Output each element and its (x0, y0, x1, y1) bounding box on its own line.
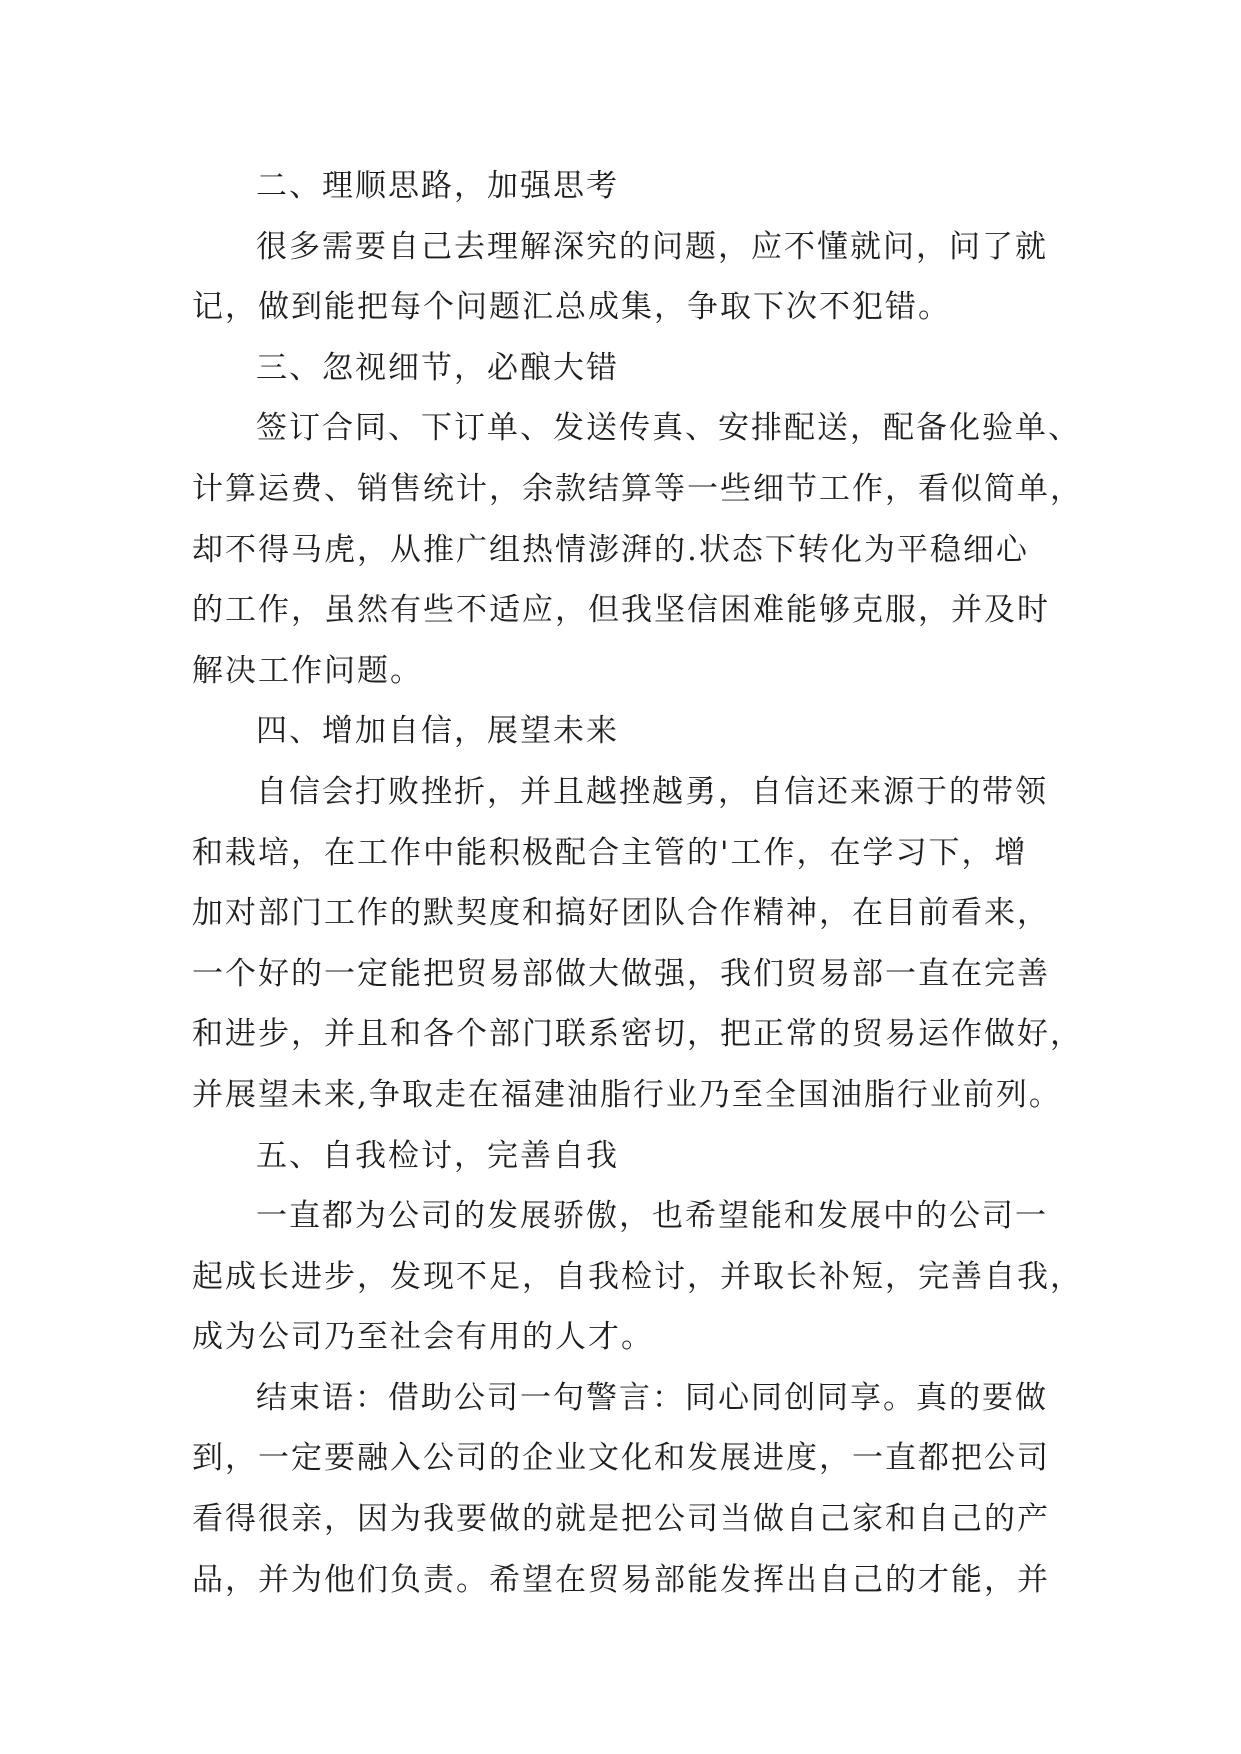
paragraph-line: 却不得马虎，从推广组热情澎湃的.状态下转化为平稳细心 (192, 531, 1029, 568)
paragraph-line: 解决工作问题。 (192, 652, 423, 689)
paragraph-line: 加对部门工作的默契度和搞好团队合作精神，在目前看来， (192, 895, 1050, 932)
paragraph-line: 记，做到能把每个问题汇总成集，争取下次不犯错。 (192, 289, 951, 326)
paragraph-line: 一个好的一定能把贸易部做大做强，我们贸易部一直在完善 (192, 955, 1050, 992)
section-heading: 二、理顺思路，加强思考 (256, 168, 619, 204)
paragraph-line: 起成长进步，发现不足，自我检讨，并取长补短，完善自我， (192, 1258, 1083, 1295)
paragraph-line: 计算运费、销售统计，余款结算等一些细节工作，看似简单， (192, 470, 1083, 507)
paragraph-line: 和栽培，在工作中能积极配合主管的'工作，在学习下，增 (192, 834, 1028, 871)
closing-line: 结束语：借助公司一句警言：同心同创同享。真的要做 (256, 1379, 1048, 1416)
section-heading: 三、忽视细节，必酿大错 (256, 349, 619, 386)
section-heading: 五、自我检讨，完善自我 (256, 1137, 619, 1174)
closing-line: 看得很亲，因为我要做的就是把公司当做自己家和自己的产 (192, 1501, 1050, 1538)
paragraph-line: 并展望未来,争取走在福建油脂行业乃至全国油脂行业前列。 (192, 1076, 1062, 1113)
closing-line: 到，一定要融入公司的企业文化和发展进度，一直都把公司 (192, 1440, 1050, 1477)
document-body (192, 156, 1083, 1610)
paragraph-line: 的工作，虽然有些不适应，但我坚信困难能够克服，并及时 (192, 592, 1050, 629)
paragraph-line: 自信会打败挫折，并且越挫越勇，自信还来源于的带领 (256, 773, 1048, 810)
section-heading: 四、增加自信，展望未来 (256, 713, 619, 750)
closing-line: 品，并为他们负责。希望在贸易部能发挥出自己的才能，并 (192, 1561, 1050, 1598)
paragraph-line: 很多需要自己去理解深究的问题，应不懂就问，问了就 (256, 228, 1048, 265)
paragraph-line: 和进步，并且和各个部门联系密切，把正常的贸易运作做好， (192, 1016, 1083, 1053)
paragraph-line: 成为公司乃至社会有用的人才。 (192, 1319, 654, 1356)
paragraph-line: 签订合同、下订单、发送传真、安排配送，配备化验单、 (256, 410, 1081, 447)
paragraph-line: 一直都为公司的发展骄傲，也希望能和发展中的公司一 (256, 1198, 1048, 1235)
